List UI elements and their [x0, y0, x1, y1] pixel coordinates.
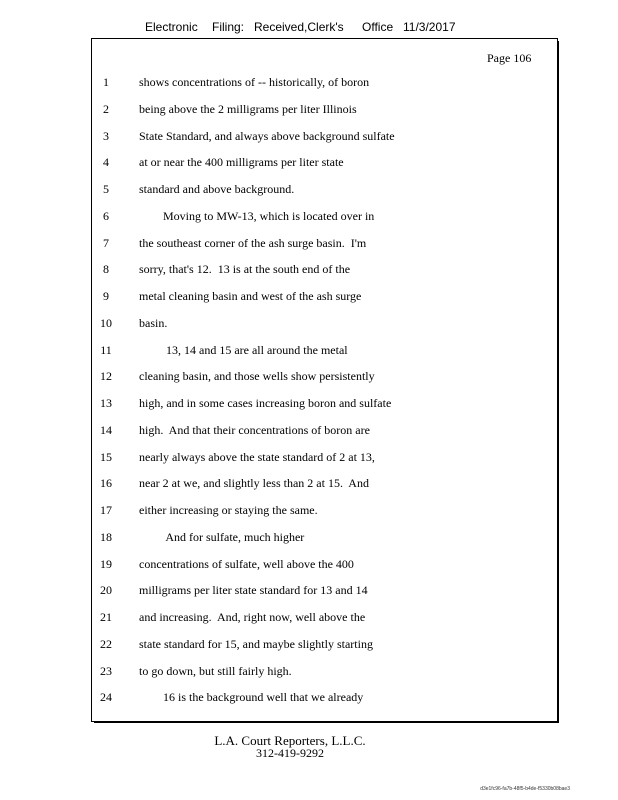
filing-label: Filing:: [212, 20, 245, 34]
line-text: 16 is the background well that we already: [139, 690, 364, 704]
line-number: 16: [100, 476, 112, 490]
line-text: high. And that their concentrations of boron are: [139, 423, 370, 437]
page-number: Page 106: [487, 51, 532, 65]
line-text: metal cleaning basin and west of the ash surge: [139, 289, 362, 303]
line-text: milligrams per liter state standard for 13 and 14: [139, 583, 368, 597]
line-number: 7: [103, 236, 109, 250]
line-number: 21: [100, 610, 112, 624]
line-number: 23: [100, 664, 112, 678]
line-text: state standard for 15, and maybe slightly starting: [139, 637, 373, 651]
filing-electronic: Electronic: [145, 20, 198, 34]
line-text: at or near the 400 milligrams per liter state: [139, 155, 344, 169]
line-text: State Standard, and always above background sulfate: [139, 129, 395, 143]
line-number: 12: [100, 369, 112, 383]
filing-received: Received,Clerk's: [254, 20, 344, 34]
line-number: 4: [103, 155, 109, 169]
line-number: 9: [103, 289, 109, 303]
line-number: 13: [100, 396, 112, 410]
line-text: either increasing or staying the same.: [139, 503, 318, 517]
reporter-phone: 312-419-9292: [256, 746, 324, 760]
line-text: standard and above background.: [139, 182, 295, 196]
line-text: And for sulfate, much higher: [139, 530, 305, 544]
line-number: 1: [103, 75, 109, 89]
line-text: high, and in some cases increasing boron and sulfate: [139, 396, 392, 410]
document-id: d3e1fc96-fa7b-48f5-b4de-f5330b08bae3: [480, 786, 570, 792]
line-number: 22: [100, 637, 112, 651]
line-number: 2: [103, 102, 109, 116]
line-text: sorry, that's 12. 13 is at the south end of the: [139, 262, 351, 276]
line-number: 24: [100, 690, 112, 704]
line-text: 13, 14 and 15 are all around the metal: [139, 343, 348, 357]
reporter-company: L.A. Court Reporters, L.L.C.: [214, 733, 366, 748]
line-text: shows concentrations of -- historically, of boron: [139, 75, 370, 89]
line-number: 11: [100, 343, 112, 357]
line-text: being above the 2 milligrams per liter Illinois: [139, 102, 357, 116]
line-number: 15: [100, 450, 112, 464]
line-text: Moving to MW-13, which is located over in: [139, 209, 375, 223]
filing-office: Office: [362, 20, 394, 34]
line-number: 18: [100, 530, 112, 544]
line-number: 10: [100, 316, 112, 330]
line-text: the southeast corner of the ash surge basin. I'm: [139, 236, 367, 250]
line-number: 8: [103, 262, 109, 276]
line-number: 5: [103, 182, 109, 196]
line-text: cleaning basin, and those wells show persistently: [139, 369, 375, 383]
line-text: and increasing. And, right now, well above the: [139, 610, 366, 624]
line-text: nearly always above the state standard of 2 at 13,: [139, 450, 375, 464]
line-text: concentrations of sulfate, well above the 400: [139, 557, 354, 571]
filing-date: 11/3/2017: [403, 20, 456, 34]
line-number: 20: [100, 583, 112, 597]
line-number: 6: [103, 209, 109, 223]
line-number: 19: [100, 557, 112, 571]
line-text: basin.: [139, 316, 168, 330]
line-number: 17: [100, 503, 112, 517]
line-number: 3: [103, 129, 109, 143]
line-text: near 2 at we, and slightly less than 2 at 15. And: [139, 476, 369, 490]
line-text: to go down, but still fairly high.: [139, 664, 292, 678]
line-number: 14: [100, 423, 112, 437]
